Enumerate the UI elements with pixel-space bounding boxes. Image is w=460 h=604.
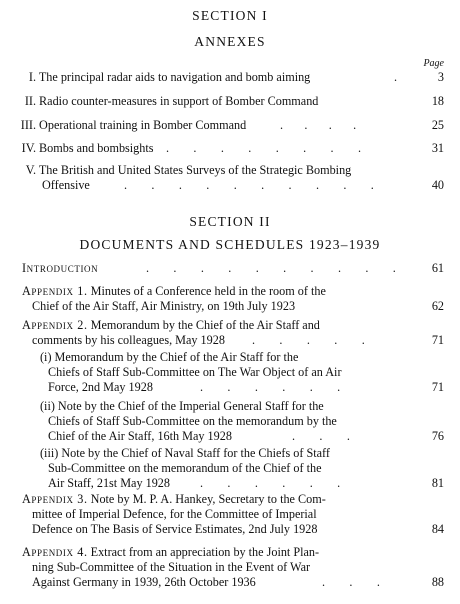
leader-dots: . . . . . . . . . . — [124, 178, 374, 192]
appendix-text: Against Germany in 1939, 26th October 1936 — [32, 575, 256, 589]
section-2-subtitle: DOCUMENTS AND SCHEDULES 1923–1939 — [79, 237, 381, 252]
page-number: 3 — [437, 70, 444, 84]
section-2-title: SECTION II — [189, 214, 271, 229]
appendix-label: Appendix 3. — [22, 492, 88, 506]
annex-title: Operational training in Bomber Command — [39, 118, 247, 132]
page-number: 88 — [431, 575, 444, 589]
appendix-entry — [22, 492, 444, 537]
page-number: 40 — [431, 178, 444, 192]
page-column-label: Page — [423, 58, 444, 69]
section-1-subtitle: ANNEXES — [194, 34, 266, 49]
page-number: 84 — [431, 522, 444, 536]
appendix-text: ning Sub-Committee of the Situation in the Event of War — [32, 560, 311, 574]
introduction-entry — [22, 261, 444, 276]
appendix-label: Appendix 2. — [22, 318, 88, 332]
leader-dots: . — [394, 70, 398, 84]
appendix-sub-text: (iii) Note by the Chief of Naval Staff for the Chiefs of Staff — [40, 446, 330, 460]
leader-dots: . . . . . . . . — [166, 141, 361, 155]
page-number: 71 — [431, 333, 444, 347]
annex-number: II. — [24, 94, 36, 108]
appendix-sub-text: (i) Memorandum by the Chief of the Air Staff for the — [40, 350, 299, 364]
annex-number: V. — [25, 163, 36, 177]
annex-number: IV. — [21, 141, 36, 155]
page-number: 31 — [431, 141, 444, 155]
appendix-entry — [22, 318, 444, 348]
appendix-sub-entry — [40, 399, 444, 444]
annex-entry — [18, 118, 444, 133]
annex-title: Bombs and bombsights — [39, 141, 154, 155]
leader-dots: . . . — [322, 575, 380, 589]
page-number: 76 — [431, 429, 444, 443]
introduction-label: Introduction — [22, 261, 99, 275]
annex-entry — [18, 94, 444, 109]
annex-title: The British and United States Surveys of the Strategic Bombing — [38, 163, 352, 177]
appendix-text: mittee of Imperial Defence, for the Committee of Imperial — [32, 507, 317, 521]
page-number: 71 — [431, 380, 444, 394]
appendix-sub-text: Chiefs of Staff Sub-Committee on the memorandum by the — [48, 414, 337, 428]
appendix-label: Appendix 4. — [22, 545, 88, 559]
leader-dots: . . . . . — [252, 333, 365, 347]
annex-title: Radio counter-measures in support of Bomber Command — [39, 94, 319, 108]
page-number: 25 — [431, 118, 444, 132]
appendix-text: comments by his colleagues, May 1928 — [32, 333, 225, 347]
appendix-sub-text: Air Staff, 21st May 1928 — [48, 476, 170, 490]
appendix-entry — [22, 284, 444, 314]
appendix-text: Chief of the Air Staff, Air Ministry, on 19th July 1923 — [32, 299, 296, 313]
appendix-text: Note by M. P. A. Hankey, Secretary to the Com- — [90, 492, 326, 506]
appendix-sub-text: Chief of the Air Staff, 16th May 1928 — [48, 429, 232, 443]
annex-number: I. — [28, 70, 36, 84]
appendix-text: Defence on The Basis of Service Estimates, 2nd July 1928 — [32, 522, 318, 536]
section-1-title: SECTION I — [192, 8, 268, 23]
appendix-sub-entry — [40, 350, 444, 395]
page-number: 61 — [431, 261, 444, 275]
appendix-sub-text: Sub-Committee on the memorandum of the Chief of the — [48, 461, 322, 475]
leader-dots: . . . . — [280, 118, 357, 132]
appendix-sub-text: Chiefs of Staff Sub-Committee on The War Object of an Air — [48, 365, 342, 379]
annex-entry — [18, 141, 444, 156]
appendix-label: Appendix 1. — [22, 284, 88, 298]
appendix-text: Extract from an appreciation by the Joint Plan- — [90, 545, 320, 559]
page-number: 18 — [431, 94, 444, 108]
appendix-entry — [22, 545, 444, 590]
appendix-sub-entry — [40, 446, 444, 491]
leader-dots: . . . . . . — [200, 476, 341, 490]
page-number: 62 — [431, 299, 444, 313]
annex-title: The principal radar aids to navigation and bomb aiming — [38, 70, 311, 84]
leader-dots: . . . — [292, 429, 350, 443]
page-number: 81 — [431, 476, 444, 490]
annex-entry — [18, 163, 444, 193]
leader-dots: . . . . . . — [200, 380, 341, 394]
appendix-sub-text: (ii) Note by the Chief of the Imperial General Staff for the — [40, 399, 324, 413]
appendix-sub-text: Force, 2nd May 1928 — [48, 380, 153, 394]
annex-title-continued: Offensive — [42, 178, 90, 192]
appendix-text: Minutes of a Conference held in the room of the — [90, 284, 326, 298]
appendix-text: Memorandum by the Chief of the Air Staff and — [90, 318, 320, 332]
annex-entry — [18, 70, 444, 85]
leader-dots: . . . . . . . . . . — [146, 261, 396, 275]
annex-number: III. — [20, 118, 36, 132]
